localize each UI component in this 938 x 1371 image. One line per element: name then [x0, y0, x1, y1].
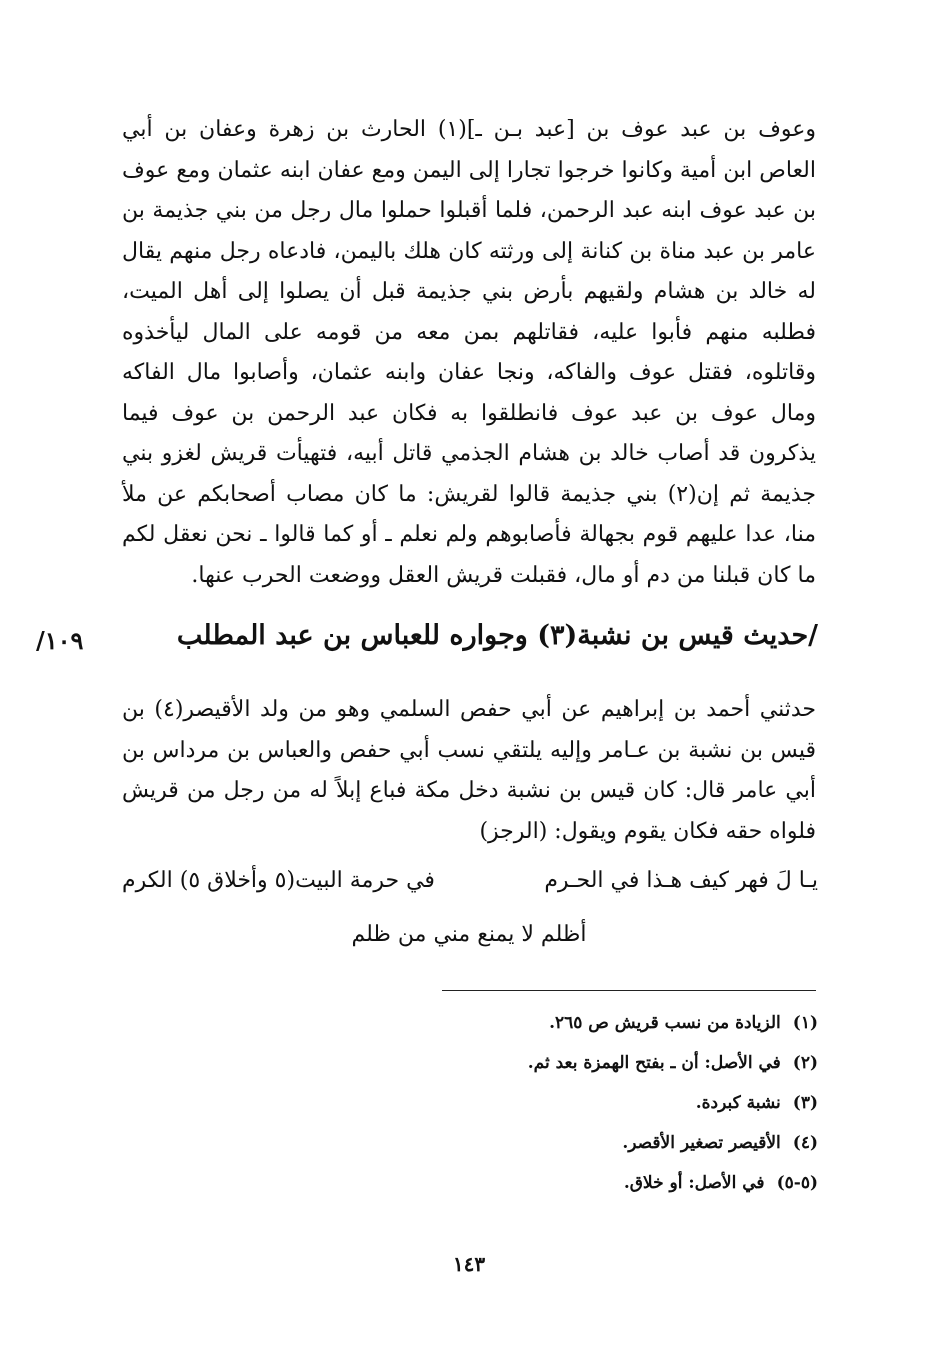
footnote-number: (٤): [792, 1133, 818, 1153]
verse-line-1: [122, 868, 818, 908]
marginal-page-reference: ١٠٩/: [36, 626, 84, 655]
footnote-number: (٥-٥): [776, 1173, 818, 1193]
footnote-text: نشبة كبردة.: [695, 1093, 781, 1113]
footnote-text: الأقيصر تصغير الأقصر.: [622, 1133, 781, 1153]
footnotes: [398, 1010, 818, 1210]
section-heading-row: [0, 612, 938, 668]
footnote-divider: [442, 990, 816, 991]
main-paragraph: [122, 110, 816, 596]
verse-first-hemistich: يـا لَ فهر كيف هـذا في الحـرم: [544, 868, 818, 893]
verse-second-hemistich: في حرمة البيت(٥ وأخلاق ٥) الكرم: [122, 868, 435, 893]
paragraph-text: حدثني أحمد بن إبراهيم عن أبي حفص السلمي وهو من ولد الأقيصر(٤) بن قيس بن نشبة بن عـامر وإليه يلتقي نسب أبي حفص والعباس بن مرداس بن أبي عامر قال: كان قيس بن نشبة دخل مكة فباع إبلاً له من رجل من قريش فلواه حقه فكان يقوم ويقول: (الرجز): [122, 697, 816, 844]
section-heading: /حديث قيس بن نشبة(٣) وجواره للعباس بن عبد المطلب: [176, 620, 818, 651]
footnote-number: (١): [792, 1013, 818, 1033]
footnote-number: (٣): [792, 1093, 818, 1113]
footnote-text: الزيادة من نسب قريش ص ٢٦٥.: [549, 1013, 781, 1033]
page-number: ١٤٣: [452, 1252, 486, 1276]
paragraph-text: وعوف بن عبد عوف بن [عبد بـن ـ](١) الحارث بن زهرة وعفان بن أبي العاص ابن أمية وكانوا خرجوا تجارا إلى اليمن ومع عفان ابنه عثمان ومع عوف بن عبد عوف ابنه عبد الرحمن، فلما أقبلوا حملوا مال رجل من بني جذيمة بن عامر بن عبد مناة بن كنانة إلى ورثته كان هلك باليمن، فادعاه رجل منهم يقال له خالد بن هشام ولقيهم بأرض بني جذيمة قبل أن يصلوا إلى أهل الميت، فطلبه منهم فأبوا عليه، فقاتلهم بمن معه من قومه على المال ليأخذوه وقاتلوه، فقتل عوف والفاكه، ونجا عفان وابنه عثمان، وأصابوا مال الفاكه ومال عوف بن عبد عوف فانطلقوا به فكان عبد الرحمن بن عوف فيما يذكرون قد أصاب خالد بن هشام الجذمي قاتل أبيه، فتهيأت قريش لغزو بني جذيمة ثم إن(٢) بني جذيمة قالوا لقريش: ما كان مصاب أصحابكم عن ملأ منا، عدا عليهم قوم بجهالة فأصابوهم ولم نعلم ـ أو كما قالوا ـ نحن نعقل لكم ما كان قبلنا من دم أو مال، فقبلت قريش العقل ووضعت الحرب عنها.: [122, 117, 816, 588]
narration-paragraph: [122, 690, 816, 852]
footnote-text: في الأصل: أو خلاق.: [623, 1173, 765, 1193]
footnote: [398, 1170, 818, 1210]
footnote-number: (٢): [792, 1053, 818, 1073]
footnote: [398, 1130, 818, 1170]
footnote: [398, 1090, 818, 1130]
footnote: [398, 1050, 818, 1090]
footnote: [398, 1010, 818, 1050]
verse-line-2: أظلم لا يمنع مني من ظلم: [351, 922, 587, 947]
footnote-text: في الأصل: أن ـ بفتح الهمزة بعد ثم.: [527, 1053, 781, 1073]
